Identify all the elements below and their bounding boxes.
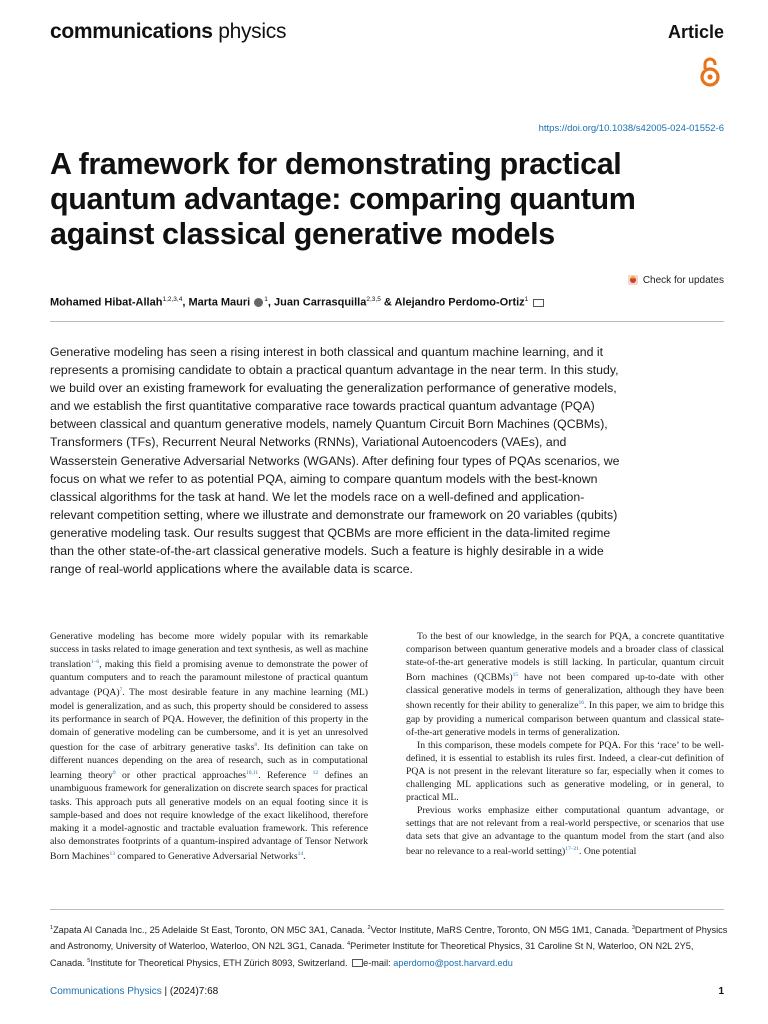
envelope-icon (352, 959, 363, 967)
citation-link[interactable]: 14 (297, 850, 304, 857)
email-link[interactable]: aperdomo@post.harvard.edu (393, 957, 513, 968)
author-affil: 2,3,5 (366, 296, 381, 303)
article-type: Article (667, 22, 724, 42)
footer-citation: Communications Physics | (2024)7:68 (50, 986, 219, 997)
body-column-left (50, 630, 368, 863)
citation-link[interactable]: 17–21 (565, 846, 579, 853)
article-title: A framework for demonstrating practical quantum advantage: comparing quantum against classical generative models (50, 147, 636, 251)
body-column-right (406, 630, 724, 859)
author-affil: 1 (264, 296, 268, 303)
author-list: Mohamed Hibat-Allah$^{1,2,3,4}$, Marta Mauri $^1$, Juan Carrasquilla$^{2,3,5}$ & Alejandro Perdomo-Ortiz$^1$ (50, 296, 740, 309)
citation-link[interactable]: 15 (512, 672, 519, 679)
citation-link[interactable]: 12 (312, 770, 319, 777)
paragraph: Previous works emphasize either computational quantum advantage, or settings that are not relevant from a real-world perspective, or scenarios that use data sets that give an advantage to the quantum model from the start (and also bear no relevance to a real-world setting)$^{17-21}$. One potential (406, 805, 724, 858)
check-for-updates-button[interactable] (627, 274, 724, 286)
doi-link[interactable]: https://doi.org/10.1038/s42005-024-01552-6 (538, 123, 724, 134)
citation-link[interactable]: 10,11 (246, 770, 259, 777)
divider (50, 321, 724, 322)
author-name[interactable]: Marta Mauri (188, 296, 251, 309)
check-updates-label: Check for updates (642, 274, 724, 286)
journal-link[interactable]: Communications Physics (50, 986, 162, 997)
citation-link[interactable]: 8 (254, 741, 258, 748)
author-name[interactable]: Juan Carrasquilla (274, 296, 367, 309)
check-updates-icon (627, 274, 639, 286)
citation-link[interactable]: 7 (119, 687, 123, 694)
paragraph: To the best of our knowledge, in the search for PQA, a concrete quantitative comparison between quantum generative models and a broader class of classical state-of-the-art generative models is still lacking. In particular, quantum circuit Born machines (QCBMs)$^{15}$ have not been compared up-to-date with other classical generative models in terms of generalization, although they have been shown recently for their ability to generalize$^{16}$. In this paper, we aim to bridge this gap by providing a numerical comparison between quantum and classical state-of-the-art generative models in terms of generalization. (406, 631, 724, 738)
envelope-icon[interactable] (533, 299, 544, 307)
citation-link[interactable]: 16 (578, 700, 585, 707)
citation-link[interactable]: 1–6 (90, 659, 100, 666)
abstract: Generative modeling has seen a rising interest in both classical and quantum machine learning, and it represents a promising candidate to obtain a practical quantum advantage in the near term. In this study, we build over an existing framework for evaluating the generalization performance of generative models, and we establish the first quantitative comparative race towards practical quantum advantage (PQA) between classical and quantum generative models, namely Quantum Circuit Born Machines (QCBMs), Transformers (TFs), Recurrent Neural Networks (RNNs), Variational Autoencoders (VAEs), and Wasserstein Generative Adversarial Networks (WGANs). After defining four types of PQAs scenarios, we focus on what we refer to as potential PQA, aiming to compare quantum models with the best-known classical algorithms for the task at hand. We let the models race on a well-defined and application-relevant competition setting, where we illustrate and demonstrate our framework on 20 variables (qubits) generative modeling task. Our results suggest that QCBMs are more efficient in the data-limited regime than the other state-of-the-art classical generative models. Such a feature is highly desirable in a wide range of real-world applications where the available data is scarce. (50, 345, 620, 577)
citation-link[interactable]: 13 (109, 850, 115, 857)
divider (50, 909, 724, 910)
citation-link[interactable]: 9 (112, 770, 116, 777)
paragraph: In this comparison, these models compete for PQA. For this ‘race’ to be well-defined, it is essential to establish its rules first. Indeed, a clear-cut definition of PQA is not present in the relevant literature so far, especially when it comes to challenging ML applications such as generative modeling, or in general, to practical ML. (406, 739, 724, 804)
author-affil: 1,2,3,4 (162, 296, 183, 303)
orcid-icon[interactable] (254, 298, 263, 307)
journal-name: communications physics (50, 20, 287, 43)
page-number: 1 (718, 986, 724, 997)
author-affil: 1 (524, 296, 529, 303)
open-access-icon (699, 56, 721, 88)
paragraph: Generative modeling has become more widely popular with its remarkable success in tasks related to image generation and text synthesis, as well as machine translation$^{1-6}$, making this field a promising avenue to demonstrate the power of quantum computers and to reach the paramount milestone of practical quantum advantage (PQA)$^7$. The most desirable feature in any machine learning (ML) model is generalization, and as such, this property should be considered to assess its performance in search of PQA. However, the definition of this property in the domain of generative modeling can be cumbersome, and it is yet an unresolved question for the case of arbitrary generative tasks$^8$. Its definition can take on different nuances depending on the area of research, such as in computational learning theory$^9$ or other practical approaches$^{10,11}$. Reference $^{12}$ defines an unambiguous framework for generalization on discrete search spaces for practical tasks. This approach puts all generative models on an equal footing since it is sample-based and does not require knowledge of the exact likelihood, therefore making it a model-agnostic and tractable evaluation framework. This reference also demonstrates footprints of a quantum-inspired advantage of Tensor Network Born Machines$^{13}$ compared to Generative Adversarial Networks$^{14}$. (50, 631, 369, 862)
author-name[interactable]: Alejandro Perdomo-Ortiz (394, 296, 525, 309)
affiliations: $^1$Zapata AI Canada Inc., 25 Adelaide St East, Toronto, ON M5C 3A1, Canada. $^2$Vector Institute, MaRS Centre, Toronto, ON M5G 1M1, Canada. $^3$Department of Physics and Astronomy, University of Waterloo, Waterloo, ON N2L 3G1, Canada. $^4$Perimeter Institute for Theoretical Physics, 31 Caroline St N, Waterloo, ON N2L 2Y5, Canada. $^5$Institute for Theoretical Physics, ETH Zürich 8093, Switzerland. e-mail: aperdomo@post.harvard.edu (50, 925, 728, 968)
author-name[interactable]: Mohamed Hibat-Allah (50, 296, 163, 309)
